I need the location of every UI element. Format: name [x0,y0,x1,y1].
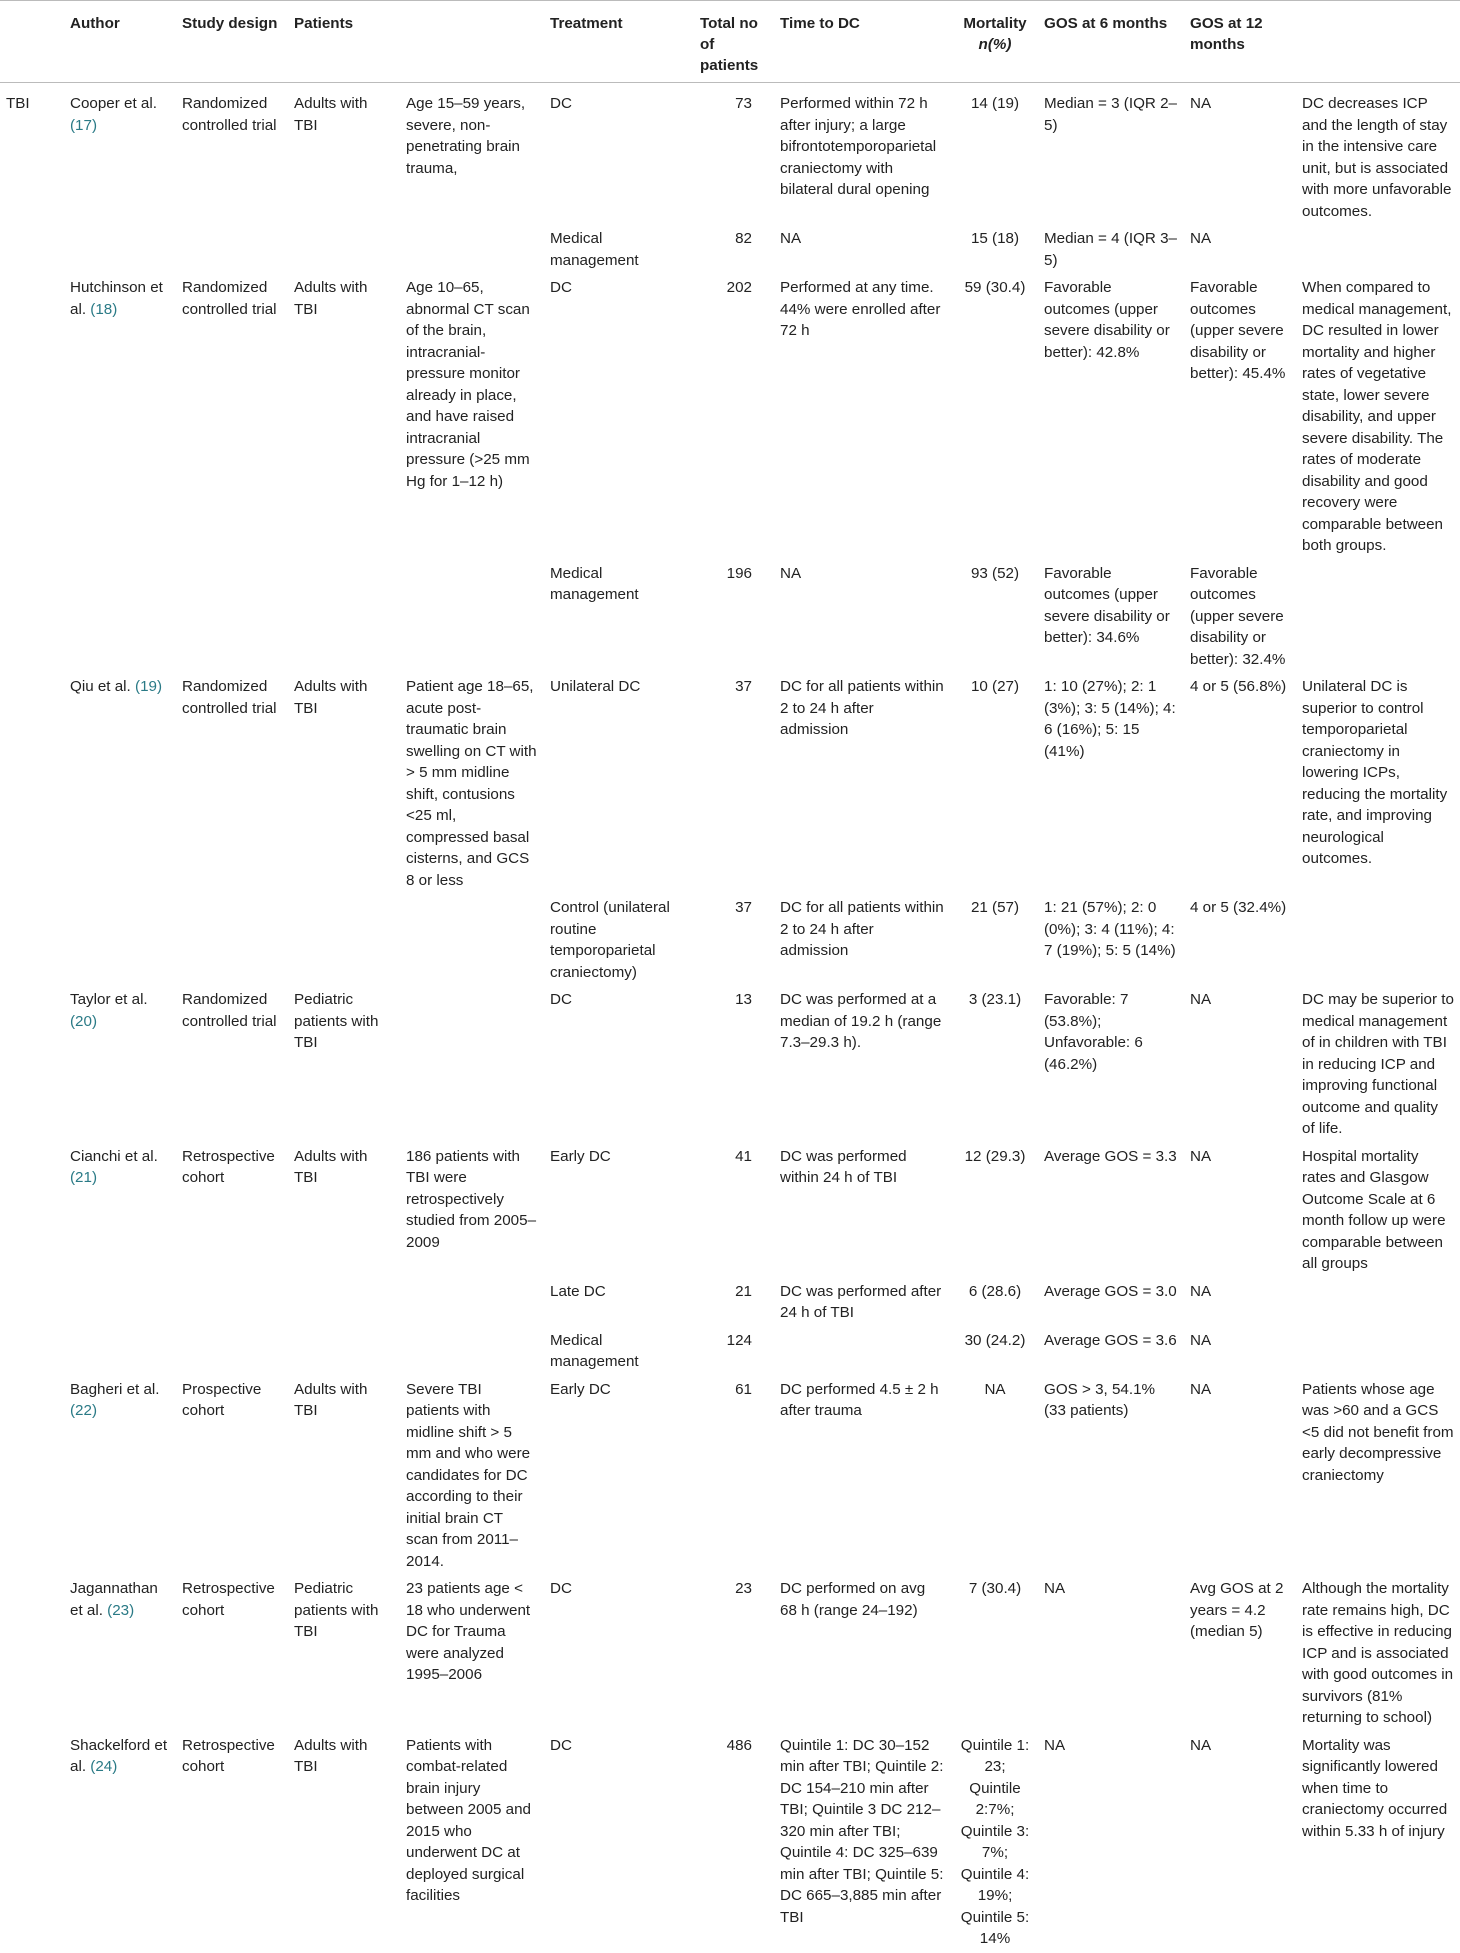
cell-author [64,894,176,986]
cell-study-design [176,1278,288,1327]
cell-mortality: 10 (27) [970,678,1020,695]
reference-link[interactable]: (18) [90,300,118,318]
cell-criteria: Severe TBI patients with midline shift > 5 mm and who were candidates for DC according to their initial brain CT scan from 2011–2014. [406,1380,531,1570]
cell-gos-6: NA [1044,1580,1066,1597]
cell-criteria: 186 patients with TBI were retrospectively studied from 2005–2009 [406,1147,537,1251]
author-name: Shackelford et al. [70,1736,168,1775]
cell-gos-12: NA [1190,1380,1212,1398]
cell-criteria [400,1278,544,1327]
cell-gos-6: Average GOS = 3.3 [1044,1147,1177,1165]
header-group [0,1,64,83]
cell-author [64,1278,176,1327]
cell-treatment: DC [550,991,572,1008]
cell-time-to-dc: NA [780,230,802,247]
table-row [0,1732,1460,1953]
cell-study-design [176,894,288,986]
cell-group: TBI [6,95,30,112]
cell-criteria [400,894,544,986]
author-name: Bagheri et al. [70,1380,160,1398]
cell-treatment: DC [550,1580,572,1597]
cell-criteria [400,225,544,274]
header-mortality-main: Mortality [963,15,1027,32]
cell-conclusion: Although the mortality rate remains high, DC is effective in reducing ICP and is associated with good outcomes in survivors (81% returning to school) [1302,1580,1454,1726]
cell-treatment: Unilateral DC [550,678,641,695]
cell-mortality: 59 (30.4) [964,279,1026,296]
cell-total: 73 [735,95,752,112]
cell-mortality: 12 (29.3) [964,1147,1026,1165]
cell-study-design [176,225,288,274]
cell-patients: Adults with TBI [294,678,368,717]
cell-conclusion: Mortality was significantly lowered when time to craniectomy occurred within 5.33 h of injury [1302,1736,1448,1840]
author-name: Taylor et al. [70,991,148,1008]
reference-link[interactable]: (20) [70,1012,98,1030]
cell-patients: Adults with TBI [294,1380,368,1419]
header-time-to-dc: Time to DC [774,1,952,83]
cell-study-design: Randomized controlled trial [182,95,277,134]
cell-time-to-dc: DC performed on avg 68 h (range 24–192) [780,1580,926,1619]
cell-conclusion: Unilateral DC is superior to control temporoparietal craniectomy in lowering ICPs, reducing the mortality rate, and improving neurological outcomes. [1302,678,1448,867]
table-row [0,1278,1460,1327]
author-name: Hutchinson et al. [70,279,163,318]
header-mortality-sub: n(%) [978,36,1012,53]
cell-patients: Adults with TBI [294,1736,368,1775]
cell-conclusion: DC may be superior to medical management of in children with TBI in reducing ICP and improving functional outcome and quality of life. [1302,991,1454,1137]
cell-total: 13 [735,991,752,1008]
header-study-design: Study design [176,1,288,83]
cell-treatment: Early DC [550,1147,611,1165]
cell-author [64,673,176,894]
cell-total: 124 [726,1331,752,1349]
cell-mortality: 30 (24.2) [964,1331,1026,1349]
cell-gos-6: Favorable outcomes (upper severe disability or better): 34.6% [1044,564,1170,646]
header-gos-12: GOS at 12 months [1184,1,1296,83]
table-row [0,1327,1460,1376]
cell-gos-12: 4 or 5 (32.4%) [1190,899,1287,916]
author-name: Cianchi et al. [70,1147,158,1165]
cell-mortality: Quintile 1: 23; Quintile 2:7%; Quintile 3: 7%; Quintile 4: 19%; Quintile 5: 14% [960,1736,1030,1947]
cell-time-to-dc: Performed at any time. 44% were enrolled after 72 h [780,279,941,339]
cell-author [64,83,176,226]
cell-study-design: Retrospective cohort [182,1580,275,1619]
cell-treatment: Control (unilateral routine temporoparietal craniectomy) [550,899,670,981]
cell-patients: Adults with TBI [294,279,368,318]
cell-treatment: Medical management [550,1331,639,1370]
cell-gos-6: Median = 4 (IQR 3–5) [1044,230,1177,269]
cell-conclusion [1296,1278,1460,1327]
reference-link[interactable]: (24) [90,1758,118,1775]
table-row [0,1376,1460,1576]
cell-author [64,1376,176,1576]
cell-group [0,1278,64,1327]
cell-criteria: 23 patients age < 18 who underwent DC for Trauma were analyzed 1995–2006 [406,1580,531,1683]
cell-time-to-dc: Quintile 1: DC 30–152 min after TBI; Quintile 2: DC 154–210 min after TBI; Quintile 3 DC 212–320 min after TBI; Quintile 4: DC 325–639 min after TBI; Quintile 5: DC 665–3,885 min after TBI [780,1736,944,1926]
cell-study-design: Retrospective cohort [182,1147,275,1186]
cell-author [64,1732,176,1953]
cell-author [64,560,176,674]
cell-treatment: DC [550,95,572,112]
cell-gos-6: 1: 21 (57%); 2: 0 (0%); 3: 4 (11%); 4: 7 (19%); 5: 5 (14%) [1044,899,1176,959]
cell-patients [288,560,400,674]
cell-patients [288,1278,400,1327]
table-row [0,274,1460,560]
cell-group [0,1376,64,1576]
cell-gos-12: NA [1190,1282,1212,1300]
cell-author [64,274,176,560]
cell-gos-12: Avg GOS at 2 years = 4.2 (median 5) [1190,1580,1284,1640]
cell-conclusion: When compared to medical management, DC resulted in lower mortality and higher rates of vegetative state, lower severe disability, and upper severe disability. The rates of moderate disability and good recovery were comparable between both groups. [1302,279,1452,554]
header-gos-6: GOS at 6 months [1038,1,1184,83]
cell-time-to-dc: NA [780,564,802,582]
cell-time-to-dc: Performed within 72 h after injury; a large bifrontotemporoparietal craniectomy with bilateral dural opening [780,95,937,198]
cell-gos-12: NA [1190,1147,1212,1165]
header-patients: Patients [288,1,400,83]
cell-mortality: NA [984,1380,1006,1398]
cell-time-to-dc: DC for all patients within 2 to 24 h after admission [780,678,944,738]
cell-conclusion [1296,560,1460,674]
cell-total: 202 [726,279,752,296]
cell-criteria: Age 10–65, abnormal CT scan of the brain, intracranial-pressure monitor already in place, and have raised intracranial pressure (>25 mm Hg for 1–12 h) [406,279,530,490]
cell-total: 37 [735,899,752,916]
table-row [0,560,1460,674]
table-row [0,894,1460,986]
table-row [0,1575,1460,1732]
cell-treatment: Medical management [550,564,639,603]
cell-mortality: 15 (18) [970,230,1020,247]
cell-patients: Adults with TBI [294,1147,368,1186]
header-conclusion [1296,1,1460,83]
reference-link[interactable]: (21) [70,1169,98,1186]
cell-group [0,560,64,674]
cell-patients [288,894,400,986]
cell-author [64,1327,176,1376]
cell-patients: Pediatric patients with TBI [294,1580,379,1640]
cell-criteria: Age 15–59 years, severe, non-penetrating brain trauma, [406,95,526,177]
header-total: Total no of patients [694,1,774,83]
cell-conclusion: DC decreases ICP and the length of stay in the intensive care unit, but is associated with more unfavorable outcomes. [1302,95,1452,220]
cell-total: 41 [735,1147,752,1165]
cell-total: 82 [735,230,752,247]
cell-time-to-dc: DC performed 4.5 ± 2 h after trauma [780,1380,939,1419]
cell-treatment: Medical management [550,230,639,269]
table-row [0,225,1460,274]
table-row [0,1143,1460,1278]
reference-link[interactable]: (22) [70,1402,98,1419]
cell-study-design: Retrospective cohort [182,1736,275,1775]
table-body [0,83,1460,1953]
cell-author [64,986,176,1143]
cell-group [0,673,64,894]
header-mortality [952,1,1038,83]
cell-treatment: DC [550,1736,572,1754]
cell-gos-12: NA [1190,95,1212,112]
cell-gos-12: NA [1190,230,1212,247]
table-header-row [0,1,1460,83]
cell-time-to-dc: DC was performed after 24 h of TBI [780,1282,942,1321]
cell-mortality: 93 (52) [970,564,1020,582]
cell-group [0,225,64,274]
cell-study-design [176,560,288,674]
cell-group [0,894,64,986]
cell-total: 23 [735,1580,752,1597]
cell-author [64,225,176,274]
cell-group [0,1327,64,1376]
cell-gos-6: 1: 10 (27%); 2: 1 (3%); 3: 5 (14%); 4: 6 (16%); 5: 15 (41%) [1044,678,1176,760]
table-row [0,986,1460,1143]
cell-conclusion: Hospital mortality rates and Glasgow Outcome Scale at 6 month follow up were comparable between all groups [1302,1147,1446,1272]
cell-group [0,1143,64,1278]
cell-gos-6: NA [1044,1736,1066,1754]
cell-total: 196 [726,564,752,582]
cell-patients: Pediatric patients with TBI [294,991,379,1051]
author-name: Qiu et al. [70,678,131,695]
cell-gos-6: Average GOS = 3.6 [1044,1331,1177,1349]
cell-criteria [400,1327,544,1376]
cell-mortality: 7 (30.4) [968,1580,1022,1597]
cell-gos-6: Median = 3 (IQR 2–5) [1044,95,1177,134]
cell-gos-12: NA [1190,1331,1212,1349]
cell-criteria: Patients with combat-related brain injury between 2005 and 2015 who underwent DC at deployed surgical facilities [406,1736,531,1904]
cell-treatment: DC [550,279,572,296]
cell-total: 486 [726,1736,752,1754]
cell-gos-6: Favorable outcomes (upper severe disability or better): 42.8% [1044,279,1170,361]
cell-author [64,1143,176,1278]
cell-criteria: Patient age 18–65, acute post-traumatic brain swelling on CT with > 5 mm midline shift, contusions <25 ml, compressed basal cisterns, and GCS 8 or less [406,678,537,889]
cell-group [0,1575,64,1732]
cell-conclusion [1296,1327,1460,1376]
cell-treatment: Early DC [550,1380,611,1398]
cell-gos-12: 4 or 5 (56.8%) [1190,678,1287,695]
cell-total: 61 [735,1380,752,1398]
reference-link[interactable]: (19) [135,678,163,695]
cell-time-to-dc: DC for all patients within 2 to 24 h after admission [780,899,944,959]
cell-gos-12: Favorable outcomes (upper severe disability or better): 32.4% [1190,564,1286,668]
cell-treatment: Late DC [550,1282,606,1300]
cell-conclusion: Patients whose age was >60 and a GCS <5 did not benefit from early decompressive craniectomy [1302,1380,1454,1484]
header-author: Author [64,1,176,83]
cell-study-design: Randomized controlled trial [182,991,277,1030]
table-row [0,83,1460,226]
table-row [0,673,1460,894]
cell-gos-12: NA [1190,991,1212,1008]
cell-study-design: Randomized controlled trial [182,678,277,717]
cell-group [0,274,64,560]
cell-group [0,1732,64,1953]
cell-mortality: 14 (19) [970,95,1020,112]
cell-conclusion [1296,894,1460,986]
cell-gos-6: Average GOS = 3.0 [1044,1282,1177,1300]
cell-mortality: 21 (57) [970,899,1020,916]
cell-total: 21 [735,1282,752,1300]
cell-conclusion [1296,225,1460,274]
cell-study-design: Randomized controlled trial [182,279,277,318]
cell-time-to-dc [774,1327,952,1376]
reference-link[interactable]: (17) [70,116,98,134]
cell-mortality: 6 (28.6) [968,1282,1022,1300]
reference-link[interactable]: (23) [107,1601,135,1619]
header-criteria [400,1,544,83]
header-treatment: Treatment [544,1,694,83]
cell-study-design: Prospective cohort [182,1380,262,1419]
author-name: Jagannathan et al. [70,1580,158,1619]
cell-criteria [400,986,544,1143]
cell-gos-12: Favorable outcomes (upper severe disability or better): 45.4% [1190,279,1286,382]
cell-gos-6: GOS > 3, 54.1% (33 patients) [1044,1380,1156,1419]
author-name: Cooper et al. [70,95,157,112]
cell-mortality: 3 (23.1) [968,991,1022,1008]
cell-patients [288,1327,400,1376]
cell-time-to-dc: DC was performed within 24 h of TBI [780,1147,907,1186]
cell-author [64,1575,176,1732]
cell-gos-12: NA [1190,1736,1212,1754]
cell-patients: Adults with TBI [294,95,368,134]
cell-time-to-dc: DC was performed at a median of 19.2 h (range 7.3–29.3 h). [780,991,942,1051]
cell-study-design [176,1327,288,1376]
cell-patients [288,225,400,274]
cell-group [0,986,64,1143]
cell-criteria [400,560,544,674]
cell-gos-6: Favorable: 7 (53.8%); Unfavorable: 6 (46.2%) [1044,991,1143,1073]
cell-total: 37 [735,678,752,695]
